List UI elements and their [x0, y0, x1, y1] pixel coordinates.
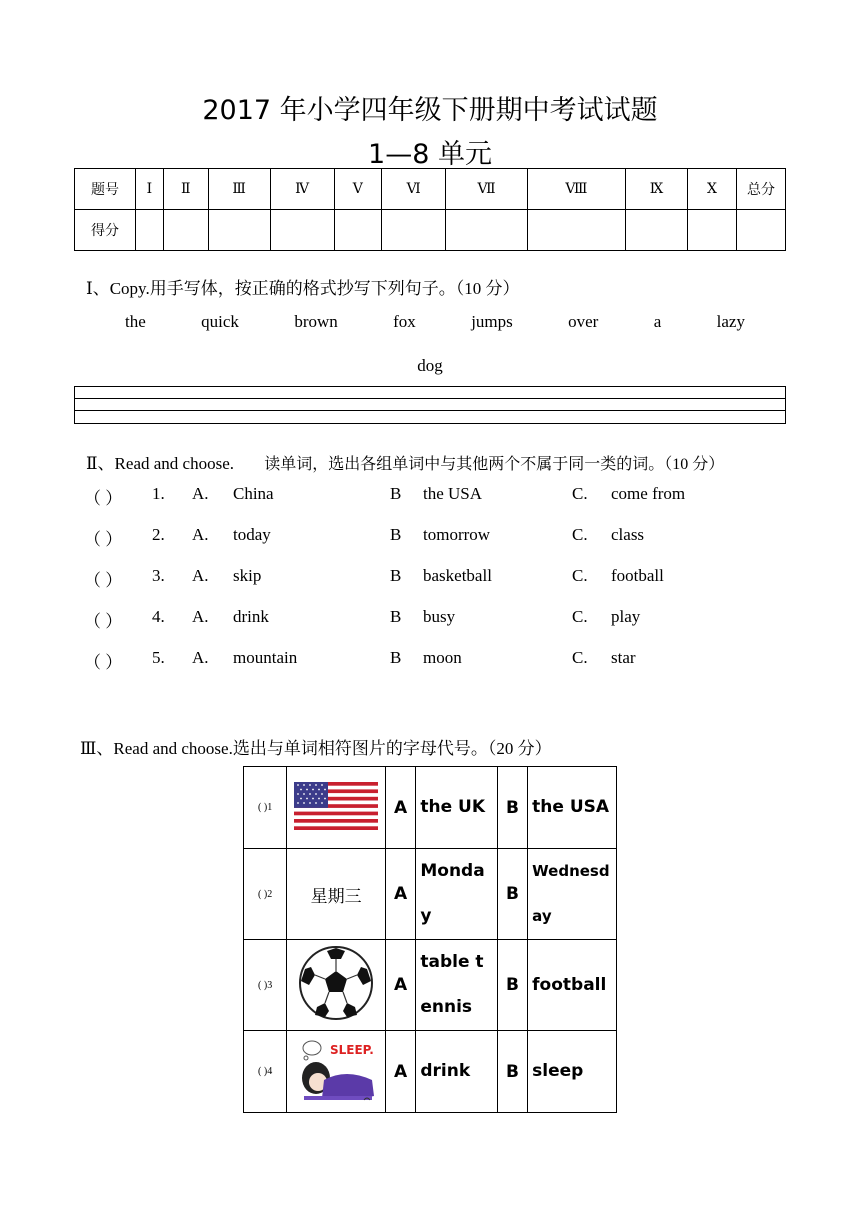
handwriting-lines[interactable] [74, 386, 786, 424]
option-a-label: A. [192, 607, 209, 626]
option-a-text: the UK [416, 767, 497, 849]
section2-heading-zh: 读单词，选出各组单词中与其他两个不属于同一类的词。（10 分） [264, 456, 725, 473]
option-a: today [233, 525, 271, 544]
question-row [84, 484, 790, 508]
option-a: mountain [233, 648, 298, 667]
option-a-text: drink [416, 1031, 497, 1113]
sentence-word: a [653, 312, 662, 331]
option-a: drink [233, 607, 269, 626]
option-c-label: C. [572, 484, 588, 503]
picture-row [244, 767, 617, 849]
question-number: 3. [152, 566, 165, 585]
score-header-cell: 总分 [737, 169, 786, 210]
score-cell[interactable] [527, 210, 625, 251]
score-cell[interactable] [626, 210, 688, 251]
option-a-label: A. [192, 525, 209, 544]
option-c: play [611, 607, 641, 626]
option-c-label: C. [572, 648, 588, 667]
section1-heading: Ⅰ、Copy.用手写体，按正确的格式抄写下列句子。（10 分） [86, 279, 520, 298]
option-c: class [611, 525, 645, 544]
question-number: 4. [152, 607, 165, 626]
score-value-row [75, 210, 786, 251]
option-a-text: Monday [416, 849, 497, 940]
picture-question-number[interactable]: ( )4 [244, 1031, 287, 1113]
option-b-letter: B [497, 940, 527, 1031]
score-header-row [75, 169, 786, 210]
soccer-ball-image [287, 940, 386, 1031]
us-flag-image [287, 767, 386, 849]
score-header-cell: Ⅴ [334, 169, 381, 210]
option-a-letter: A [385, 767, 415, 849]
question-row [84, 525, 790, 549]
score-cell[interactable] [381, 210, 445, 251]
question-row [84, 566, 790, 590]
score-row-label: 得分 [75, 210, 136, 251]
sentence-word: lazy [716, 312, 745, 331]
score-cell[interactable] [163, 210, 208, 251]
score-cell[interactable] [737, 210, 786, 251]
answer-paren[interactable]: （ ） [84, 612, 123, 631]
option-c: come from [611, 484, 686, 503]
picture-row [244, 849, 617, 940]
score-header-cell: Ⅹ [688, 169, 737, 210]
sentence-word: over [568, 312, 599, 331]
option-a-label: A. [192, 484, 209, 503]
score-header-cell: Ⅱ [163, 169, 208, 210]
soccer-ball-icon [297, 945, 375, 1021]
option-c: star [611, 648, 636, 667]
option-b-text: Wednesday [528, 849, 617, 940]
sentence-word: quick [201, 312, 239, 331]
option-a-label: A. [192, 566, 209, 585]
picture-question-number[interactable]: ( )1 [244, 767, 287, 849]
copy-sentence [125, 312, 745, 332]
option-c: football [611, 566, 664, 585]
page-title: 2017 年小学四年级下册期中考试试题 [202, 95, 658, 126]
score-header-cell: Ⅷ [527, 169, 625, 210]
score-header-cell: Ⅳ [270, 169, 334, 210]
score-header-cell: 题号 [75, 169, 136, 210]
page-subtitle: 1—8 单元 [368, 139, 492, 170]
option-a-text: table tennis [416, 940, 497, 1031]
sentence-word: jumps [471, 312, 513, 331]
question-row [84, 648, 790, 672]
option-b-letter: B [497, 767, 527, 849]
answer-paren[interactable]: （ ） [84, 489, 123, 508]
option-a-letter: A [385, 940, 415, 1031]
option-b: basketball [423, 566, 492, 585]
option-b-text: the USA [528, 767, 617, 849]
sentence-word: the [125, 312, 146, 331]
question-number: 1. [152, 484, 165, 503]
score-cell[interactable] [334, 210, 381, 251]
score-table [74, 168, 786, 251]
sleeping-girl-icon [294, 1034, 378, 1106]
option-b-letter: B [497, 1031, 527, 1113]
answer-paren[interactable]: （ ） [84, 530, 123, 549]
score-header-cell: Ⅶ [446, 169, 527, 210]
score-header-cell: Ⅲ [208, 169, 270, 210]
section2-heading [86, 449, 724, 474]
picture-row [244, 1031, 617, 1113]
option-b-text: football [528, 940, 617, 1031]
option-c-label: C. [572, 566, 588, 585]
option-c-label: C. [572, 607, 588, 626]
score-header-cell: Ⅸ [626, 169, 688, 210]
writing-line [75, 410, 785, 411]
option-b-label: B [390, 484, 402, 503]
picture-choice-table [243, 766, 617, 1113]
section2-heading-en: Ⅱ、Read and choose. [86, 454, 234, 473]
option-b-label: B [390, 525, 402, 544]
sentence-last-word: dog [417, 356, 443, 375]
question-number: 5. [152, 648, 165, 667]
score-cell[interactable] [136, 210, 164, 251]
picture-question-number[interactable]: ( )2 [244, 849, 287, 940]
answer-paren[interactable]: （ ） [84, 571, 123, 590]
option-a: skip [233, 566, 262, 585]
option-b-label: B [390, 566, 402, 585]
sentence-word: fox [393, 312, 416, 331]
option-b: tomorrow [423, 525, 491, 544]
picture-row [244, 940, 617, 1031]
option-b-label: B [390, 607, 402, 626]
question-number: 2. [152, 525, 165, 544]
option-a-label: A. [192, 648, 209, 667]
option-b-label: B [390, 648, 402, 667]
option-c-label: C. [572, 525, 588, 544]
section3-heading: Ⅲ、Read and choose.选出与单词相符图片的字母代号。（20 分） [80, 739, 552, 758]
option-a: China [233, 484, 274, 503]
sleeping-girl-image [287, 1031, 386, 1113]
option-b-text: sleep [528, 1031, 617, 1113]
option-b: moon [423, 648, 462, 667]
score-cell[interactable] [446, 210, 527, 251]
option-b: busy [423, 607, 456, 626]
us-flag-icon [294, 782, 378, 830]
weekday-chinese-text: 星期三 [287, 849, 386, 940]
writing-line [75, 398, 785, 399]
option-b: the USA [423, 484, 483, 503]
score-cell[interactable] [208, 210, 270, 251]
option-a-letter: A [385, 849, 415, 940]
score-header-cell: Ⅰ [136, 169, 164, 210]
svg-text:SLEEP.: SLEEP. [330, 1042, 374, 1057]
score-cell[interactable] [270, 210, 334, 251]
sentence-word: brown [294, 312, 338, 331]
question-row [84, 607, 790, 631]
option-b-letter: B [497, 849, 527, 940]
answer-paren[interactable]: （ ） [84, 653, 123, 672]
score-cell[interactable] [688, 210, 737, 251]
picture-question-number[interactable]: ( )3 [244, 940, 287, 1031]
score-header-cell: Ⅵ [381, 169, 445, 210]
option-a-letter: A [385, 1031, 415, 1113]
